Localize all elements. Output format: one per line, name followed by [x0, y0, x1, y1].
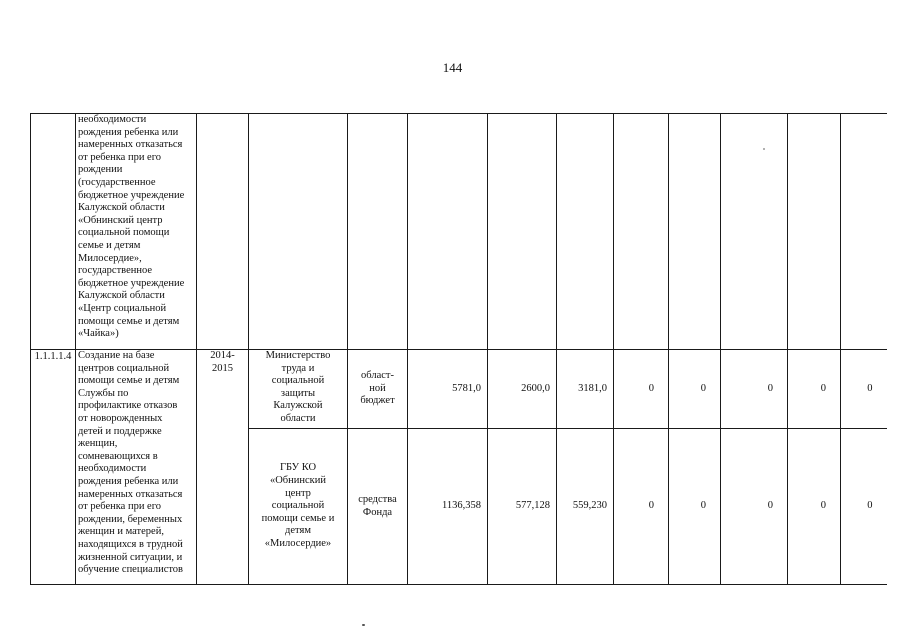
- program-activities-table: [30, 113, 887, 585]
- cell-year-2020: 0: [841, 350, 887, 429]
- cell-2015-empty: [557, 114, 614, 350]
- cell-2019-empty: [788, 114, 841, 350]
- cell-total-empty: [408, 114, 488, 350]
- cell-year-2016: 0: [614, 350, 669, 429]
- cell-year-2016: 0: [614, 429, 669, 585]
- cell-year-2017: 0: [669, 429, 721, 585]
- cell-activity-continued: необходимости рождения ребенка или намеренных отказаться от ребенка при его рождении (государственное бюджетное учреждение Калужской области «Обнинский центр социальной помощи семье и детям Милосердие», государственное бюджетное учреждение Калужской области «Центр социальной помощи семье и детям «Чайка»): [76, 114, 197, 350]
- cell-executor-empty: [249, 114, 348, 350]
- cell-total: 5781,0: [408, 350, 488, 429]
- cell-2020-empty: [841, 114, 887, 350]
- table-row-continued: [31, 114, 887, 350]
- cell-year-2020: 0: [841, 429, 887, 585]
- cell-year-2014: 577,128: [488, 429, 557, 585]
- cell-2017-empty: [669, 114, 721, 350]
- cell-period-empty: [197, 114, 249, 350]
- cell-year-2015: 559,230: [557, 429, 614, 585]
- cell-2018-empty: [721, 114, 788, 350]
- cell-total: 1136,358: [408, 429, 488, 585]
- cell-year-2017: 0: [669, 350, 721, 429]
- cell-source-empty: [348, 114, 408, 350]
- cell-year-2018: 0: [721, 350, 788, 429]
- page-number: 144: [442, 60, 463, 75]
- cell-2016-empty: [614, 114, 669, 350]
- cell-code: 1.1.1.1.4: [31, 350, 76, 585]
- cell-activity-title: Создание на базе центров социальной помощи семье и детям Службы по профилактике отказов от новорожденных детей и поддержке женщин, сомневающихся в необходимости рождения ребенка или намеренных отказаться от ребенка при его рождении, беременных женщин и матерей, находящихся в трудной жизненной ситуации, и обучение специалистов: [76, 350, 197, 585]
- cell-2014-empty: [488, 114, 557, 350]
- cell-period: 2014- 2015: [197, 350, 249, 585]
- scan-speck: [362, 624, 365, 626]
- cell-year-2015: 3181,0: [557, 350, 614, 429]
- cell-funding-source: област- ной бюджет: [348, 350, 408, 429]
- cell-year-2014: 2600,0: [488, 350, 557, 429]
- table-row-activity: [31, 350, 887, 429]
- cell-code-empty: [31, 114, 76, 350]
- cell-year-2019: 0: [788, 350, 841, 429]
- cell-executor: ГБУ КО «Обнинский центр социальной помощи семье и детям «Милосердие»: [249, 429, 348, 585]
- cell-year-2019: 0: [788, 429, 841, 585]
- cell-funding-source: средства Фонда: [348, 429, 408, 585]
- cell-executor: Министерство труда и социальной защиты Калужской области: [249, 350, 348, 429]
- cell-year-2018: 0: [721, 429, 788, 585]
